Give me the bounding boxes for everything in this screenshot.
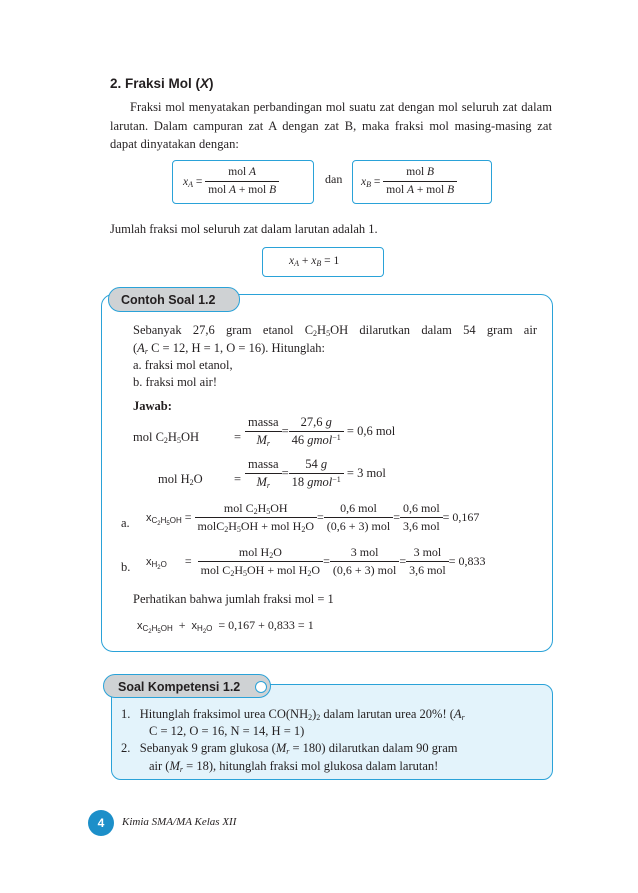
page-number-badge: 4 <box>88 810 114 836</box>
answer-a-expression: $x_{C_2H_5OH}$ = $\frac{mol C_2H_5OH}{molC_2H_5OH + mol H_2O}$ = $\frac{\text{0,6 mol}}{\text{(0,6 + 3) mol}}$ = $\frac{\text{0,6 mol}}{\text{3,6 mol}}$ = 0,167 <box>146 501 480 534</box>
formula-box-xb: $x_B$ = $\frac{\text{mol B}}{\text{mol A + mol B}}$ <box>352 160 492 204</box>
eq1-expression: $\frac{\text{massa}}{M_r}$ = $\frac{27,6 g}{46 gmol^{-1}}$ = 0,6 mol <box>245 414 395 449</box>
competence-title-dot <box>255 681 267 693</box>
eq2-expression: $\frac{\text{massa}}{M_r}$ = $\frac{54 g}{18 gmol^{-1}}$ = 3 mol <box>245 456 386 491</box>
example-item-b: b. fraksi mol air! <box>133 375 218 389</box>
competence-title-tab: Soal Kompetensi 1.2 <box>103 674 271 698</box>
competence-q2-line1: 2. Sebanyak 9 gram glukosa $(M_r = 180)$ dilarutkan dalam 90 gram <box>121 741 458 756</box>
example-question-line2: ($A_r$ C = 12, H = 1, O = 16). Hitunglah: <box>133 341 325 356</box>
section-title: 2. Fraksi Mol (X) <box>110 76 214 91</box>
sum-statement: Jumlah fraksi mol seluruh zat dalam larutan adalah 1. <box>110 222 378 236</box>
example-question-line1: Sebanyak 27,6 gram etanol $C_2H_5OH$ dilarutkan dalam 54 gram air <box>133 323 537 338</box>
mol-water-label: mol $H_2O$ <box>158 472 203 487</box>
section-paragraph: Fraksi mol menyatakan perbandingan mol suatu zat dengan mol seluruh zat dalam larutan. Dalam campuran zat A dengan zat B, maka fraksi mol masing-masing zat dapat dinyatakan dengan: <box>110 100 552 151</box>
dan-label: dan <box>325 172 343 186</box>
eq1-equals: = <box>234 430 242 444</box>
example-item-a: a. fraksi mol etanol, <box>133 358 233 372</box>
sum-note: Perhatikan bahwa jumlah fraksi mol = 1 <box>133 592 334 606</box>
answer-label: Jawab: <box>133 399 172 413</box>
formula-box-xa: $x_A$ = $\frac{\text{mol A}}{\text{mol A + mol B}}$ <box>172 160 314 204</box>
answer-b-label: b. <box>121 560 131 574</box>
book-title: Kimia SMA/MA Kelas XII <box>122 816 237 828</box>
competence-q2-line2: air $(M_r = 18)$, hitunglah fraksi mol glukosa dalam larutan! <box>149 759 439 774</box>
competence-q1-line1: 1. Hitunglah fraksimol urea $CO(NH_2)_2$ dalam larutan urea 20%! ($A_r$ <box>121 707 465 722</box>
sum-final: $x_{C_2H_5OH} + x_{H_2O} = 0,167 + 0,833 = 1$ <box>137 618 314 635</box>
formula-box-sum: $x_A + x_B = 1$ <box>262 247 384 277</box>
answer-b-expression: $x_{H_2O}$ = $\frac{mol H_2O}{mol C_2H_5OH + mol H_2O}$ = $\frac{\text{3 mol}}{\text{(0,6 + 3) mol}}$ = $\frac{\text{3 mol}}{\text{3,6 mol}}$ = 0,833 <box>146 545 486 578</box>
answer-a-label: a. <box>121 516 130 530</box>
mol-ethanol-label: mol $C_2H_5OH$ <box>133 430 200 445</box>
competence-q1-line2: C = 12, O = 16, N = 14, H = 1) <box>149 724 305 738</box>
eq2-equals: = <box>234 472 242 486</box>
example-title-tab: Contoh Soal 1.2 <box>108 287 240 312</box>
